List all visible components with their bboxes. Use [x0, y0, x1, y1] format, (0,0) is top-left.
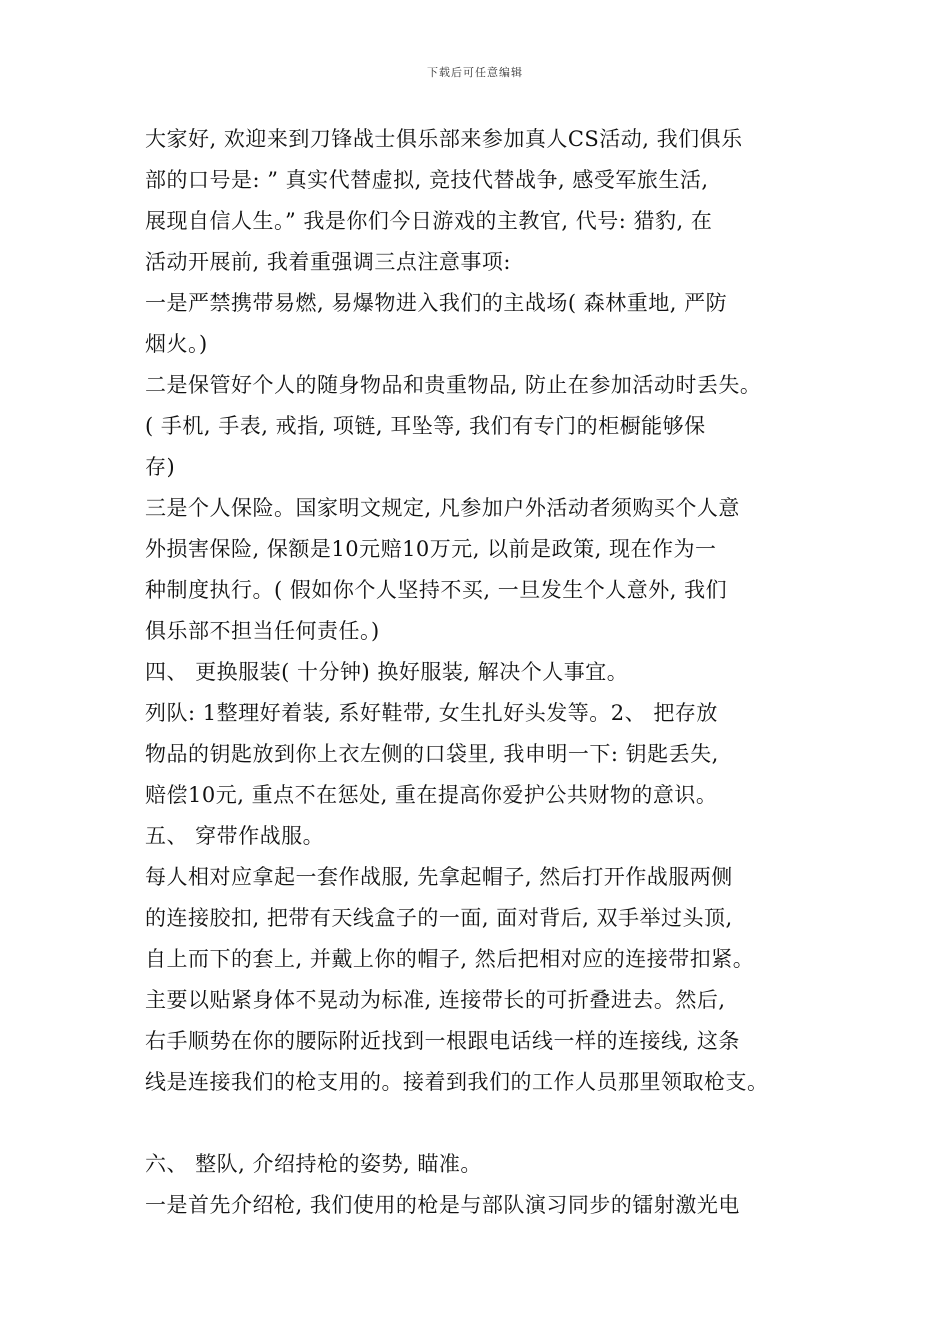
- text-line: 二是保管好个人的随身物品和贵重物品, 防止在参加活动时丢失。: [145, 373, 762, 397]
- text-line: 大家好, 欢迎来到刀锋战士俱乐部来参加真人CS活动, 我们俱乐: [145, 127, 743, 151]
- text-line: 的连接胶扣, 把带有天线盒子的一面, 面对背后, 双手举过头顶,: [145, 906, 733, 930]
- text-line: 烟火。): [145, 332, 208, 356]
- text-line: 五、 穿带作战服。: [145, 824, 325, 848]
- text-line: 主要以贴紧身体不晃动为标准, 连接带长的可折叠进去。然后,: [145, 988, 726, 1012]
- text-line: 外损害保险, 保额是10元赔10万元, 以前是政策, 现在作为一: [145, 537, 717, 561]
- text-line: 俱乐部不担当任何责任。): [145, 619, 380, 643]
- text-line: 部的口号是: ” 真实代替虚拟, 竞技代替战争, 感受军旅生活,: [145, 168, 709, 192]
- text-line: 一是严禁携带易燃, 易爆物进入我们的主战场( 森林重地, 严防: [145, 291, 728, 315]
- text-line: 存): [145, 455, 176, 479]
- text-line: 列队: 1整理好着装, 系好鞋带, 女生扎好头发等。2、 把存放: [145, 701, 718, 725]
- text-line: 线是连接我们的枪支用的。接着到我们的工作人员那里领取枪支。: [145, 1070, 769, 1094]
- text-line: 六、 整队, 介绍持枪的姿势, 瞄准。: [145, 1152, 482, 1176]
- document-body: [145, 124, 817, 1231]
- text-line: 展现自信人生。” 我是你们今日游戏的主教官, 代号: 猎豹, 在: [145, 209, 713, 233]
- text-line: 每人相对应拿起一套作战服, 先拿起帽子, 然后打开作战服两侧: [145, 865, 733, 889]
- page-header: 下载后可任意编辑: [427, 66, 523, 79]
- text-line: 自上而下的套上, 并戴上你的帽子, 然后把相对应的连接带扣紧。: [145, 947, 755, 971]
- text-line: 四、 更换服装( 十分钟) 换好服装, 解决个人事宜。: [145, 660, 629, 684]
- text-line: ( 手机, 手表, 戒指, 项链, 耳坠等, 我们有专门的柜橱能够保: [145, 414, 706, 438]
- text-line: 赔偿10元, 重点不在惩处, 重在提高你爱护公共财物的意识。: [145, 783, 718, 807]
- blank-line: [145, 1108, 817, 1149]
- text-line: 物品的钥匙放到你上衣左侧的口袋里, 我申明一下: 钥匙丢失,: [145, 742, 719, 766]
- text-line: 一是首先介绍枪, 我们使用的枪是与部队演习同步的镭射激光电: [145, 1193, 740, 1217]
- text-line: 三是个人保险。国家明文规定, 凡参加户外活动者须购买个人意: [145, 496, 740, 520]
- text-line: 活动开展前, 我着重强调三点注意事项:: [145, 250, 511, 274]
- text-line: 右手顺势在你的腰际附近找到一根跟电话线一样的连接线, 这条: [145, 1029, 740, 1053]
- text-line: 种制度执行。( 假如你个人坚持不买, 一旦发生个人意外, 我们: [145, 578, 728, 602]
